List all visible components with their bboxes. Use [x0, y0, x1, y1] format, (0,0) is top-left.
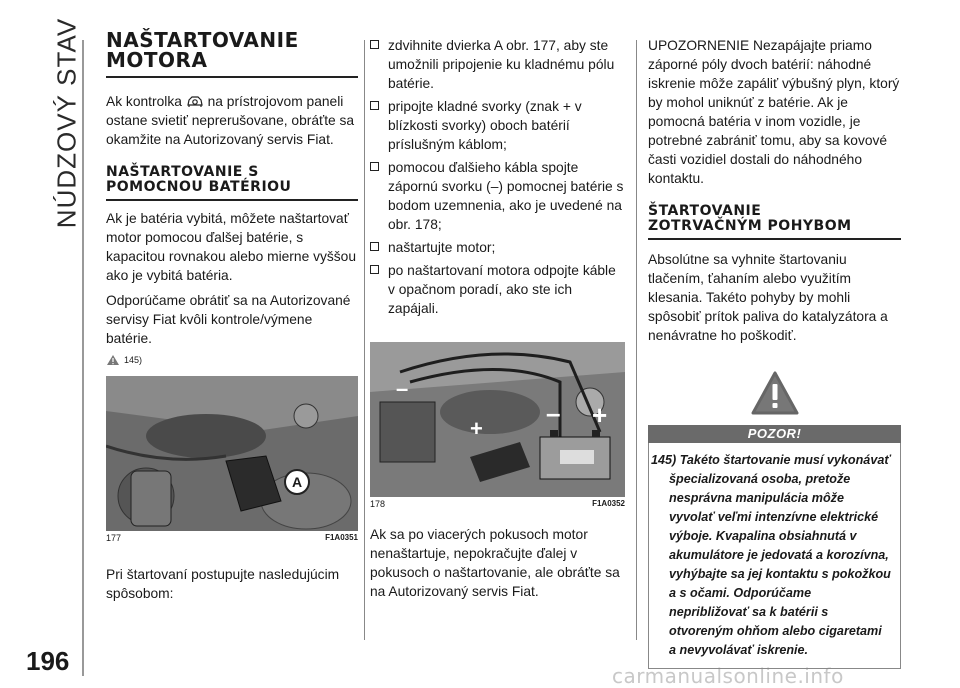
checkbox-bullet-icon — [370, 40, 379, 49]
figure-number: 177 — [106, 533, 122, 543]
list-item: zdvihnite dvierka A obr. 177, aby ste umožnili pripojenie ku kladnému pólu batérie. — [370, 36, 625, 93]
section-side-title: NÚDZOVÝ STAV — [51, 17, 82, 229]
list-item: pripojte kladné svorky (znak + v blízkosti svorky) oboch batérií príslušným káblom; — [370, 97, 625, 154]
column-divider-1 — [364, 40, 365, 640]
minus-sign: – — [546, 398, 561, 428]
list-item: naštartujte motor; — [370, 238, 625, 257]
figure-177-image — [106, 376, 358, 531]
paragraph-service-advice: Odporúčame obrátiť sa na Autorizované servisy Fiat kvôli kontrole/výmene batérie. — [106, 293, 351, 346]
paragraph-start: Ak kontrolka — [106, 94, 182, 109]
jump-cable-illustration — [370, 342, 625, 497]
warning-icon-wrap — [648, 371, 901, 415]
column-2 — [370, 36, 625, 601]
callout-a: A — [284, 469, 310, 495]
list-item: pomocou ďalšieho kábla spojte zápornú svorku (–) pomocnej batérie s bodom uzemnenia, ako je uvedené na obr. 178; — [370, 158, 625, 234]
paragraph-push-start: Absolútne sa vyhnite štartovaniu tlačením, ťahaním alebo využitím klesania. Takéto pohyby by mohli spôsobiť prítok paliva do katalyzátora a nenávratne ho poškodiť. — [648, 252, 888, 343]
warning-title-bar: POZOR! — [648, 425, 901, 443]
warning-reference-number: 145) — [124, 355, 143, 365]
page-number: 196 — [26, 646, 70, 676]
checkbox-bullet-icon — [370, 101, 379, 110]
figure-177-caption — [106, 531, 358, 543]
list-item: po naštartovaní motora odpojte káble v opačnom poradí, ako ste ich zapájali. — [370, 261, 625, 318]
caution-triangle-icon — [106, 354, 120, 366]
figure-number: 178 — [370, 499, 386, 509]
figure-178-image — [370, 342, 625, 497]
checkbox-bullet-icon — [370, 242, 379, 251]
paragraph-procedure-intro: Pri štartovaní postupujte nasledujúcim spôsobom: — [106, 567, 340, 601]
checkbox-bullet-icon — [370, 265, 379, 274]
checkbox-bullet-icon — [370, 162, 379, 171]
plus-sign: + — [470, 416, 483, 441]
paragraph-repeated-attempts: Ak sa po viacerých pokusoch motor nenaštartuje, nepokračujte ďalej v pokusoch o naštartovanie, ale obráťte sa na Autorizovaný servis Fiat. — [370, 527, 620, 599]
engine-bay-illustration — [106, 376, 358, 531]
figure-code: F1A0352 — [592, 499, 625, 508]
subheading-jump-start: NAŠTARTOVANIE S POMOCNOU BATÉRIOU — [106, 165, 358, 201]
heading-engine-start: NAŠTARTOVANIE MOTORA — [106, 30, 358, 78]
paragraph-warning-light — [106, 92, 358, 149]
watermark: carmanualsonline.info — [612, 664, 844, 688]
minus-sign: – — [396, 376, 409, 401]
immobilizer-warning-icon — [186, 94, 204, 108]
warning-text: 145) Takéto štartovanie musí vykonávať špecializovaná osoba, pretože nesprávna manipulácia môže vyvolať veľmi intenzívne elektrické výboje. Kvapalina obsiahnutá v akumulátore je jedovatá a korozívna, vyhýbajte sa jej kontaktu s pokožkou a s očami. Odporúčame nepribližovať sa k batérii s otvoreným ohňom alebo cigaretami a nevyvolávať iskrenie. — [651, 453, 891, 657]
column-divider-2 — [636, 40, 637, 640]
warning-triangle-icon — [751, 371, 799, 415]
side-divider — [82, 40, 84, 676]
paragraph-rest: na prístrojovom paneli ostane svietiť neprerušovane, obráťte sa okamžite na Autorizovaný servis Fiat. — [106, 94, 355, 147]
warning-reference — [106, 354, 358, 366]
figure-178-caption — [370, 497, 625, 509]
figure-code: F1A0351 — [325, 533, 358, 542]
plus-sign: + — [592, 400, 608, 430]
paragraph-dead-battery: Ak je batéria vybitá, môžete naštartovať motor pomocou ďalšej batérie, s kapacitou rovnakou alebo mierne vyššou ako je vybitá batéria. — [106, 211, 357, 283]
column-3 — [648, 36, 901, 669]
column-1 — [106, 30, 358, 603]
heading-push-start: ŠTARTOVANIE ZOTRVAČNÝM POHYBOM — [648, 204, 901, 240]
paragraph-caution-poles: UPOZORNENIE Nezapájajte priamo záporné póly dvoch batérií: náhodné iskrenie môže zapáliť výbušný plyn, ktorý by mohol uniknúť z batérie. Ak je pomocná batéria v inom vozidle, je potrebné zabrániť tomu, aby sa kovové časti vozidiel dostali do náhodného kontaktu. — [648, 38, 900, 186]
warning-box — [648, 443, 901, 669]
